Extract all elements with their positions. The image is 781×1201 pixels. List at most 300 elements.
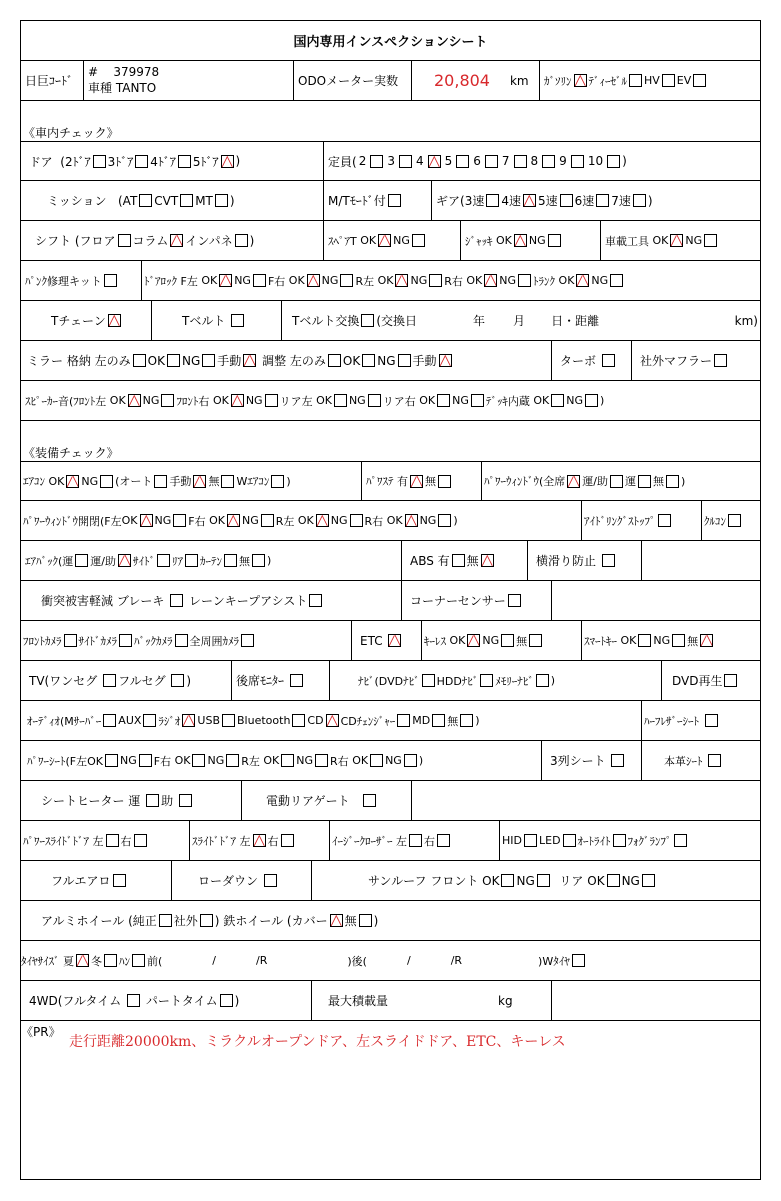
- dl-rl-ng-checkbox[interactable]: [429, 274, 442, 287]
- jack-ng-checkbox[interactable]: [548, 234, 561, 247]
- fuel-diesel-checkbox[interactable]: [629, 74, 642, 87]
- tire-cell: [21, 941, 760, 980]
- collision-checkbox[interactable]: [170, 594, 183, 607]
- pw-open-fr-label: F右: [188, 514, 206, 528]
- power-steer-none-checkbox[interactable]: [438, 475, 451, 488]
- mirror-adjust-manual-checkbox[interactable]: [439, 354, 452, 367]
- dl-fr-ng-checkbox[interactable]: [340, 274, 353, 287]
- collision-row: [21, 581, 760, 621]
- power-steer-checkbox[interactable]: [410, 475, 423, 488]
- sp-rl-ok-checkbox[interactable]: [334, 394, 347, 407]
- w-tire-checkbox[interactable]: [572, 954, 585, 967]
- cvt-checkbox[interactable]: [180, 194, 193, 207]
- airbag-rear-checkbox[interactable]: [185, 554, 198, 567]
- audio-mserver-checkbox[interactable]: [103, 714, 116, 727]
- gear-3-checkbox[interactable]: [486, 194, 499, 207]
- abs-label: ABS 有: [410, 554, 450, 568]
- fourwd-parttime-checkbox[interactable]: [220, 994, 233, 1007]
- side-cam-checkbox[interactable]: [119, 634, 132, 647]
- tchain-checkbox[interactable]: [108, 314, 121, 327]
- half-leather-label: ﾊｰﾌﾚｻﾞｰｼｰﾄ: [644, 714, 699, 728]
- psd-right-checkbox[interactable]: [134, 834, 147, 847]
- tv-close: ): [186, 673, 192, 688]
- sp-rr-ng-checkbox[interactable]: [471, 394, 484, 407]
- seats-label: 定員(: [328, 154, 357, 169]
- tv-fullseg-checkbox[interactable]: [171, 674, 184, 687]
- aircon-ng-label: NG: [81, 474, 99, 488]
- steel-none-checkbox[interactable]: [359, 914, 372, 927]
- airbag-side-checkbox[interactable]: [157, 554, 170, 567]
- jack-label: ｼﾞｬｯｷ: [465, 234, 493, 248]
- ps-fr-ng-label: NG: [207, 754, 225, 767]
- dl-trunk-ok-checkbox[interactable]: [576, 274, 589, 287]
- abs-yes-checkbox[interactable]: [452, 554, 465, 567]
- dl-fl-ok-checkbox[interactable]: [219, 274, 232, 287]
- muffler-checkbox[interactable]: [714, 354, 727, 367]
- power-seat-row: [21, 741, 760, 781]
- dl-fr-label: F右: [267, 274, 286, 288]
- mt-label: MT: [195, 193, 213, 208]
- tbelt-cell: [151, 301, 281, 340]
- fuel-hv-checkbox[interactable]: [662, 74, 675, 87]
- tools-ok-checkbox[interactable]: [670, 234, 683, 247]
- airbag-row: [21, 541, 760, 581]
- steel-cover-checkbox[interactable]: [330, 914, 343, 927]
- sunroof-rear-ng-checkbox[interactable]: [642, 874, 655, 887]
- mirror-fold-manual-label: 手動: [217, 354, 242, 368]
- dl-fr-ok-checkbox[interactable]: [307, 274, 320, 287]
- max-load-unit: kg: [498, 993, 513, 1008]
- third-row-checkbox[interactable]: [611, 754, 624, 767]
- dl-trunk-ng-label: NG: [591, 274, 609, 287]
- etc-checkbox[interactable]: [388, 634, 401, 647]
- rear-gate-checkbox[interactable]: [363, 794, 376, 807]
- mission-label: ミッション: [47, 194, 107, 208]
- keyless-none-label: 無: [516, 634, 528, 648]
- shift-cell: [21, 221, 323, 260]
- hid-checkbox[interactable]: [524, 834, 537, 847]
- keyless-ok-checkbox[interactable]: [467, 634, 480, 647]
- sp-deck-ng-checkbox[interactable]: [585, 394, 598, 407]
- mt-mode-label: M/Tﾓｰﾄﾞ付: [328, 194, 386, 208]
- sunroof-front-ng-checkbox[interactable]: [537, 874, 550, 887]
- navi-hdd-checkbox[interactable]: [480, 674, 493, 687]
- pw-driver-checkbox[interactable]: [638, 475, 651, 488]
- pw-open-rl-ok-checkbox[interactable]: [316, 514, 329, 527]
- sp-fl-ng-checkbox[interactable]: [161, 394, 174, 407]
- sp-deck-ng-label: NG: [566, 394, 583, 407]
- seats-2-checkbox[interactable]: [370, 155, 383, 168]
- seats-7-label: 7: [501, 154, 510, 168]
- airbag-driver-checkbox[interactable]: [75, 554, 88, 567]
- title-row: [21, 21, 760, 61]
- smartkey-ok-checkbox[interactable]: [638, 634, 651, 647]
- pw-open-rl-ng-checkbox[interactable]: [350, 514, 363, 527]
- ps-fr-ok-checkbox[interactable]: [192, 754, 205, 767]
- audio-md-checkbox[interactable]: [432, 714, 445, 727]
- mirror-adjust-checkbox[interactable]: [328, 354, 341, 367]
- seats-3-label: 3: [387, 154, 395, 168]
- idle-stop-checkbox[interactable]: [658, 514, 671, 527]
- dl-rl-ok-checkbox[interactable]: [395, 274, 408, 287]
- pw-open-rr-ok-label: OK: [386, 514, 403, 527]
- door-label: ドア: [29, 154, 53, 169]
- dl-trunk-ng-checkbox[interactable]: [610, 274, 623, 287]
- heater-blank-cell: [411, 781, 760, 820]
- speaker-close: ): [600, 394, 605, 407]
- seats-3-checkbox[interactable]: [399, 155, 412, 168]
- airbag-none-checkbox[interactable]: [252, 554, 265, 567]
- camera-cell: [21, 621, 351, 660]
- at-checkbox[interactable]: [139, 194, 152, 207]
- alumi-genuine-checkbox[interactable]: [159, 914, 172, 927]
- ps-fl-ok-checkbox[interactable]: [105, 754, 118, 767]
- corner-checkbox[interactable]: [508, 594, 521, 607]
- autolight-checkbox[interactable]: [613, 834, 626, 847]
- door-5-checkbox[interactable]: [221, 155, 234, 168]
- sunroof-front-ok-checkbox[interactable]: [501, 874, 514, 887]
- full-aero-checkbox[interactable]: [113, 874, 126, 887]
- turbo-checkbox[interactable]: [602, 354, 615, 367]
- easy-left-checkbox[interactable]: [409, 834, 422, 847]
- dvd-checkbox[interactable]: [724, 674, 737, 687]
- door-3-checkbox[interactable]: [135, 155, 148, 168]
- keyless-ng-label: NG: [482, 634, 500, 647]
- fuel-gasoline-label: ｶﾞｿﾘﾝ: [544, 74, 572, 88]
- tools-ng-checkbox[interactable]: [704, 234, 717, 247]
- sunroof-rear-ok-checkbox[interactable]: [607, 874, 620, 887]
- around-cam-checkbox[interactable]: [241, 634, 254, 647]
- pw-open-fl-ok-checkbox[interactable]: [140, 514, 153, 527]
- lowdown-checkbox[interactable]: [264, 874, 277, 887]
- easy-closer-cell: [329, 821, 499, 860]
- seats-10-checkbox[interactable]: [607, 155, 620, 168]
- tchain-label: Tチェーン: [51, 314, 106, 328]
- seats-6-checkbox[interactable]: [485, 155, 498, 168]
- alumi-aftermarket-checkbox[interactable]: [200, 914, 213, 927]
- psd-left-label: ﾊﾟﾜｰｽﾗｲﾄﾞﾄﾞｱ 左: [23, 834, 104, 848]
- dl-rl-label: R左: [355, 274, 375, 288]
- sp-fr-ok-checkbox[interactable]: [231, 394, 244, 407]
- psd-left-checkbox[interactable]: [106, 834, 119, 847]
- tire-winter-label: 冬: [91, 954, 102, 968]
- corner-cell: [401, 581, 551, 620]
- fourwd-fulltime-label: 4WD(フルタイム: [29, 994, 122, 1008]
- half-leather-checkbox[interactable]: [705, 714, 718, 727]
- aircon-none-checkbox[interactable]: [221, 475, 234, 488]
- lowdown-cell: [171, 861, 311, 900]
- dvd-label: DVD再生: [672, 674, 723, 688]
- audio-aux-checkbox[interactable]: [143, 714, 156, 727]
- back-cam-checkbox[interactable]: [175, 634, 188, 647]
- tire-summer-checkbox[interactable]: [76, 954, 89, 967]
- audio-bluetooth-label: Bluetooth: [237, 714, 291, 727]
- mirror-adjust-label: 調整 左のみ: [262, 354, 326, 368]
- jack-cell: [460, 221, 600, 260]
- fourwd-close: ): [234, 993, 240, 1008]
- airbag-curtain-label: ｶｰﾃﾝ: [200, 554, 223, 568]
- tbelt-checkbox[interactable]: [231, 314, 244, 327]
- door-4-checkbox[interactable]: [178, 155, 191, 168]
- smartkey-none-checkbox[interactable]: [700, 634, 713, 647]
- mirror-adjust-ng-checkbox[interactable]: [398, 354, 411, 367]
- fuel-ev-label: EV: [676, 74, 692, 87]
- sunroof-rear-ng-label: NG: [621, 873, 640, 888]
- keyless-ok-label: OK: [449, 634, 466, 647]
- ps-rr-ng-checkbox[interactable]: [404, 754, 417, 767]
- tire-winter-checkbox[interactable]: [104, 954, 117, 967]
- speaker-label: ｽﾋﾟｰｶｰ音(: [25, 394, 74, 408]
- sp-rl-ok-label: OK: [316, 394, 332, 407]
- seats-8-checkbox[interactable]: [542, 155, 555, 168]
- sp-fr-label: ﾌﾛﾝﾄ右: [176, 394, 210, 408]
- pw-open-rr-ng-checkbox[interactable]: [438, 514, 451, 527]
- heater-passenger-checkbox[interactable]: [179, 794, 192, 807]
- door-2-checkbox[interactable]: [93, 155, 106, 168]
- smartkey-ng-checkbox[interactable]: [672, 634, 685, 647]
- sp-rr-ok-checkbox[interactable]: [437, 394, 450, 407]
- gear-5-checkbox[interactable]: [560, 194, 573, 207]
- mt-mode-cell: [323, 181, 431, 220]
- ps-close: ): [418, 754, 424, 767]
- tchain-cell: [21, 301, 151, 340]
- sp-deck-ok-checkbox[interactable]: [551, 394, 564, 407]
- gear-6-label: 6速: [574, 194, 595, 208]
- pw-open-fr-ng-checkbox[interactable]: [261, 514, 274, 527]
- equipment-section-label: 《装備チェック》: [23, 445, 119, 460]
- sp-fl-ng-label: NG: [142, 394, 160, 407]
- fuel-gasoline-checkbox[interactable]: [574, 74, 587, 87]
- etc-cell: [351, 621, 421, 660]
- fourwd-fulltime-checkbox[interactable]: [127, 994, 140, 1007]
- spare-ok-checkbox[interactable]: [378, 234, 391, 247]
- interior-section-row: [21, 101, 760, 141]
- abs-none-checkbox[interactable]: [481, 554, 494, 567]
- navi-dvd-label: ﾅﾋﾞ(DVDﾅﾋﾞ: [358, 674, 420, 688]
- front-cam-checkbox[interactable]: [64, 634, 77, 647]
- sd-right-checkbox[interactable]: [281, 834, 294, 847]
- ps-rl-ng-checkbox[interactable]: [315, 754, 328, 767]
- leather-checkbox[interactable]: [708, 754, 721, 767]
- audio-close: ): [475, 714, 480, 727]
- sp-fl-ok-checkbox[interactable]: [128, 394, 141, 407]
- aircon-ng-checkbox[interactable]: [100, 475, 113, 488]
- cvt-label: CVT: [154, 193, 179, 208]
- led-checkbox[interactable]: [563, 834, 576, 847]
- mirror-fold-manual-checkbox[interactable]: [243, 354, 256, 367]
- sunroof-front-label: サンルーフ フロント: [368, 874, 479, 888]
- ps-fl-ng-checkbox[interactable]: [139, 754, 152, 767]
- pw-open-rl-ng-label: NG: [330, 514, 348, 527]
- cruise-checkbox[interactable]: [728, 514, 741, 527]
- seats-4-checkbox[interactable]: [428, 155, 441, 168]
- seats-9-checkbox[interactable]: [571, 155, 584, 168]
- tv-oneseg-checkbox[interactable]: [103, 674, 116, 687]
- navi-hdd-label: HDDﾅﾋﾞ: [436, 674, 479, 688]
- pw-dp-checkbox[interactable]: [610, 475, 623, 488]
- pw-open-fl-ng-checkbox[interactable]: [173, 514, 186, 527]
- dl-rr-ok-checkbox[interactable]: [484, 274, 497, 287]
- mirror-fold-checkbox[interactable]: [133, 354, 146, 367]
- power-window-cell: [481, 462, 760, 500]
- audio-none-checkbox[interactable]: [460, 714, 473, 727]
- w-aircon-label: Wｴｱｺﾝ: [236, 475, 270, 488]
- dl-rr-label: R右: [444, 274, 463, 288]
- sp-rl-ng-checkbox[interactable]: [368, 394, 381, 407]
- sp-fl-ok-label: OK: [109, 394, 126, 407]
- fuel-diesel-label: ﾃﾞｨｰｾﾞﾙ: [588, 74, 627, 88]
- mirror-row: [21, 341, 760, 381]
- etc-label: ETC: [360, 633, 383, 648]
- dl-rr-ng-label: NG: [499, 274, 517, 287]
- lane-checkbox[interactable]: [309, 594, 322, 607]
- rear-monitor-checkbox[interactable]: [290, 674, 303, 687]
- puncture-checkbox[interactable]: [104, 274, 117, 287]
- navi-memory-checkbox[interactable]: [536, 674, 549, 687]
- half-leather-cell: [641, 701, 760, 740]
- sp-rr-ok-label: OK: [419, 394, 436, 407]
- airbag-driver-label: ｴｱﾊﾞｯｸ(運: [25, 554, 74, 568]
- seats-7-checkbox[interactable]: [514, 155, 527, 168]
- spare-ng-checkbox[interactable]: [412, 234, 425, 247]
- skid-checkbox[interactable]: [602, 554, 615, 567]
- shift-label: シフト: [35, 234, 72, 248]
- spare-ng-label: NG: [393, 234, 410, 247]
- aircon-auto-label: (オート: [115, 475, 153, 488]
- mirror-fold-ok-checkbox[interactable]: [167, 354, 180, 367]
- day-distance-label: 日・距離: [551, 314, 600, 328]
- km-close-label: km): [734, 313, 758, 328]
- mirror-fold-ng-checkbox[interactable]: [202, 354, 215, 367]
- muffler-label: 社外マフラー: [640, 354, 713, 368]
- airbag-rear-label: ﾘｱ: [172, 554, 184, 568]
- easy-right-checkbox[interactable]: [437, 834, 450, 847]
- airbag-curtain-checkbox[interactable]: [224, 554, 237, 567]
- fuel-ev-checkbox[interactable]: [693, 74, 706, 87]
- pw-open-fl-label: ﾊﾟﾜｰｳｨﾝﾄﾞｳ開閉(F左: [23, 514, 122, 528]
- pw-open-fr-ok-checkbox[interactable]: [227, 514, 240, 527]
- dvd-cell: [661, 661, 760, 700]
- ps-fr-ng-checkbox[interactable]: [226, 754, 239, 767]
- tire-front-label: 前(: [147, 954, 163, 968]
- full-aero-label: フルエアロ: [51, 874, 111, 888]
- code-label: 日巨ｺｰﾄﾞ: [25, 74, 74, 88]
- mission-cell: [21, 181, 323, 220]
- alumi-genuine-label: アルミホイール (純正: [41, 914, 157, 928]
- w-aircon-checkbox[interactable]: [271, 475, 284, 488]
- aircon-ok-checkbox[interactable]: [66, 475, 79, 488]
- mirror-adjust-ok-checkbox[interactable]: [362, 354, 375, 367]
- ps-fr-ok-label: OK: [174, 754, 191, 767]
- heater-row: [21, 781, 760, 821]
- gear-7-checkbox[interactable]: [633, 194, 646, 207]
- floor-checkbox[interactable]: [118, 234, 131, 247]
- rear-monitor-label: 後席ﾓﾆﾀｰ: [236, 674, 285, 688]
- ps-rr-label: R右: [330, 754, 349, 768]
- tv-cell: [21, 661, 231, 700]
- seats-5-checkbox[interactable]: [456, 155, 469, 168]
- gear-4-checkbox[interactable]: [523, 194, 536, 207]
- keyless-none-checkbox[interactable]: [529, 634, 542, 647]
- slide-door-row: [21, 821, 760, 861]
- tbelt-change-cell: [281, 301, 760, 340]
- audio-bluetooth-checkbox[interactable]: [292, 714, 305, 727]
- odo-cell: [411, 61, 539, 100]
- fuel-hv-label: HV: [644, 74, 660, 87]
- audio-cd-changer-checkbox[interactable]: [397, 714, 410, 727]
- ps-rr-ok-label: OK: [352, 754, 369, 767]
- heater-driver-checkbox[interactable]: [146, 794, 159, 807]
- fourwd-row: [21, 981, 760, 1021]
- ps-rr-ok-checkbox[interactable]: [370, 754, 383, 767]
- tire-rear-label: )後(: [347, 954, 367, 968]
- pr-section: [21, 1021, 760, 1179]
- pw-all-checkbox[interactable]: [567, 475, 580, 488]
- seats-6-label: 6: [473, 154, 481, 168]
- led-label: LED: [539, 834, 561, 847]
- gear-6-checkbox[interactable]: [596, 194, 609, 207]
- rear-gate-cell: [241, 781, 411, 820]
- audio-usb-checkbox[interactable]: [222, 714, 235, 727]
- pw-open-fr-ok-label: OK: [209, 514, 225, 527]
- puncture-label: ﾊﾟﾝｸ修理キット: [25, 274, 102, 288]
- mirror-label: ミラー 格納 左のみ: [27, 354, 131, 368]
- full-aero-cell: [21, 861, 171, 900]
- airbag-blank-cell: [641, 541, 760, 580]
- tbelt-change-checkbox[interactable]: [361, 314, 374, 327]
- sd-left-checkbox[interactable]: [253, 834, 266, 847]
- mt-checkbox[interactable]: [215, 194, 228, 207]
- sp-fr-ng-label: NG: [245, 394, 263, 407]
- sd-left-label: ｽﾗｲﾄﾞﾄﾞｱ 左: [192, 834, 251, 848]
- gear-3-label: 3速: [464, 194, 485, 208]
- column-checkbox[interactable]: [170, 234, 183, 247]
- navi-dvd-checkbox[interactable]: [422, 674, 435, 687]
- pw-none-checkbox[interactable]: [666, 475, 679, 488]
- aircon-manual-checkbox[interactable]: [193, 475, 206, 488]
- hash-label: #: [88, 65, 99, 79]
- heater-driver-label: シートヒーター 運: [41, 794, 141, 808]
- jack-ok-checkbox[interactable]: [514, 234, 527, 247]
- pw-close: ): [681, 474, 686, 488]
- model-label: 車種: [88, 81, 113, 95]
- sp-fr-ng-checkbox[interactable]: [265, 394, 278, 407]
- airbag-none-label: 無: [239, 554, 251, 568]
- tire-half-checkbox[interactable]: [132, 954, 145, 967]
- dl-fl-ng-label: NG: [234, 274, 251, 287]
- airbag-dp-checkbox[interactable]: [118, 554, 131, 567]
- audio-cd-checkbox[interactable]: [326, 714, 339, 727]
- sunroof-rear-ok-label: OK: [587, 873, 605, 888]
- ps-rl-ok-checkbox[interactable]: [281, 754, 294, 767]
- foglamp-checkbox[interactable]: [674, 834, 687, 847]
- dl-fr-ng-label: NG: [321, 274, 339, 287]
- floor-label: (フロア: [74, 234, 116, 248]
- mirror-adjust-ok-label: OK: [342, 353, 361, 368]
- around-cam-label: 全周囲ｶﾒﾗ: [189, 634, 239, 648]
- skid-label: 横滑り防止: [536, 554, 597, 568]
- inpane-checkbox[interactable]: [235, 234, 248, 247]
- dl-rr-ng-checkbox[interactable]: [518, 274, 531, 287]
- odo-value: 20,804: [434, 71, 490, 90]
- dl-fl-ng-checkbox[interactable]: [253, 274, 266, 287]
- aircon-auto-checkbox[interactable]: [154, 475, 167, 488]
- pw-open-rr-ok-checkbox[interactable]: [405, 514, 418, 527]
- audio-radio-checkbox[interactable]: [182, 714, 195, 727]
- audio-none-label: 無: [447, 714, 459, 728]
- keyless-ng-checkbox[interactable]: [501, 634, 514, 647]
- mt-mode-checkbox[interactable]: [388, 194, 401, 207]
